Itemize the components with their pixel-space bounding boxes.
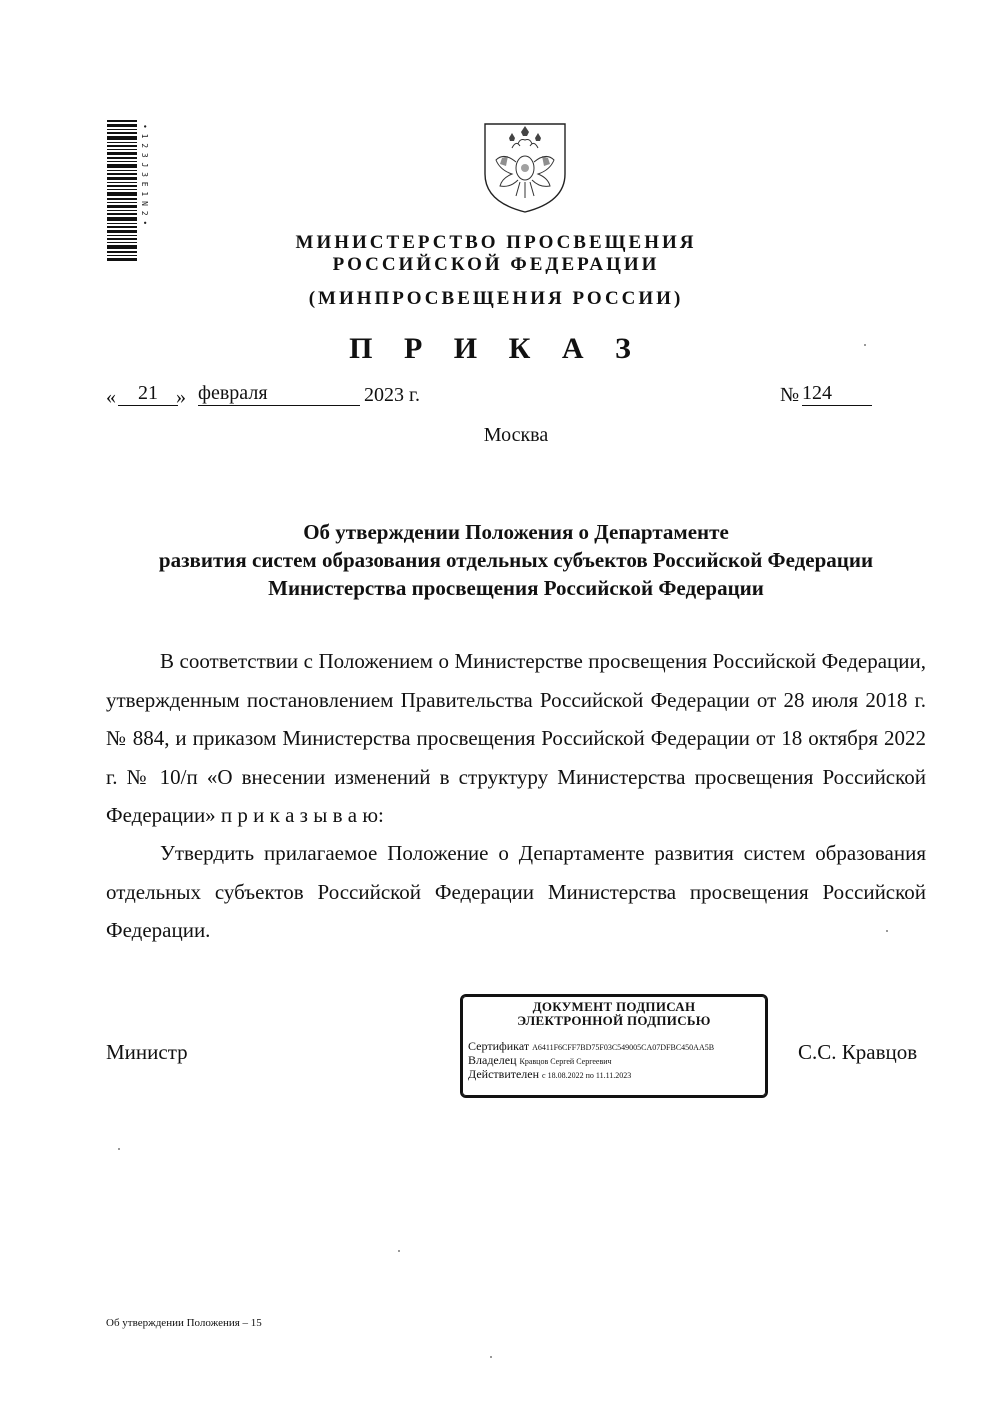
order-day: 21 (118, 382, 178, 406)
scan-speck (886, 930, 888, 932)
signatory-name: С.С. Кравцов (798, 1040, 918, 1064)
stamp-valid-label: Действителен (468, 1068, 540, 1081)
stamp-owner (468, 1054, 760, 1068)
stamp-owner-label: Владелец (468, 1054, 517, 1067)
title-line1: Об утверждении Положения о Департаменте (303, 520, 729, 544)
stamp-owner-value: Кравцов Сергей Сергеевич (519, 1057, 612, 1066)
title-line3: Министерства просвещения Российской Федерации (268, 576, 764, 600)
body-paragraph-1-text: В соответствии с Положением о Министерстве просвещения Российской Федерации, утвержденным постановлением Правительства Российской Федерации от 28 июля 2018 г. № 884, и приказом Министерства просвещения Российской Федерации от 18 октября 2022 г. № 10/п «О внесении изменений в структуру Министерства просвещения Российской Федерации» п р и к а з ы в а ю: (106, 649, 926, 827)
electronic-signature-stamp (460, 994, 768, 1098)
order-city: Москва (483, 424, 549, 446)
scan-speck (864, 344, 866, 346)
barcode-digits: • 1 2 3 J 3 E 1 N 2 • (140, 124, 149, 226)
body-paragraph-2-text: Утвердить прилагаемое Положение о Департаменте развития систем образования отдельных субъектов Российской Федерации Министерства просвещения Российской Федерации. (106, 841, 926, 942)
stamp-validity (468, 1068, 760, 1082)
stamp-heading-line2: ЭЛЕКТРОННОЙ ПОДПИСЬЮ (517, 1013, 711, 1028)
date-open-quote: « (106, 386, 116, 408)
stamp-certificate (468, 1040, 760, 1054)
document-type: П Р И К А З (349, 332, 643, 365)
body-paragraph-2 (106, 834, 926, 950)
document-title (80, 518, 952, 602)
signatory-position: Министр (106, 1040, 188, 1064)
body-paragraph-1 (106, 642, 926, 835)
coat-of-arms-icon (482, 122, 568, 214)
order-month: февраля (198, 382, 360, 406)
scan-speck (398, 1250, 400, 1252)
page-footer: Об утверждении Положения – 15 (106, 1317, 262, 1329)
order-number: 124 (802, 382, 872, 406)
scan-speck (490, 1356, 492, 1358)
ministry-name-line1: МИНИСТЕРСТВО ПРОСВЕЩЕНИЯ (295, 232, 697, 253)
stamp-cert-value: A6411F6CFF7BD75F03C549005CA07DFBC450AA5B (532, 1043, 715, 1052)
order-year: 2023 г. (364, 384, 420, 406)
title-line2: развития систем образования отдельных субъектов Российской Федерации (158, 548, 874, 572)
stamp-heading-line1: ДОКУМЕНТ ПОДПИСАН (532, 999, 696, 1014)
ministry-short-name: (МИНПРОСВЕЩЕНИЯ РОССИИ) (308, 288, 684, 309)
date-close-quote: » (176, 386, 186, 408)
ministry-name-line2: РОССИЙСКОЙ ФЕДЕРАЦИИ (332, 254, 660, 275)
scan-speck (118, 1148, 120, 1150)
stamp-valid-value: с 18.08.2022 по 11.11.2023 (542, 1071, 632, 1080)
stamp-cert-label: Сертификат (468, 1040, 530, 1053)
order-number-label: № (780, 384, 800, 406)
